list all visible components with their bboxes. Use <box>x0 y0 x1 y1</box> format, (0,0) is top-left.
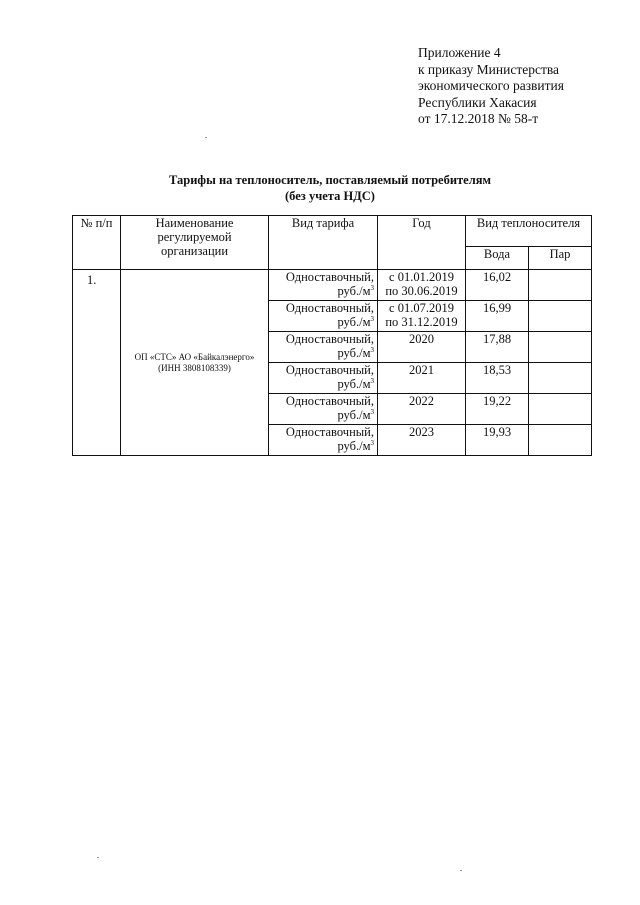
appendix-line: Приложение 4 <box>418 45 501 60</box>
appendix-block <box>418 45 564 128</box>
water-value: 16,02 <box>466 270 529 301</box>
tariff-unit-text: руб./м <box>337 315 371 329</box>
tariff-type-cell <box>269 425 378 456</box>
tariff-unit-exponent: 3 <box>370 407 374 416</box>
tariff-type-cell <box>269 270 378 301</box>
title-subline: (без учета НДС) <box>285 189 375 203</box>
water-value: 18,53 <box>466 363 529 394</box>
tariff-unit-text: руб./м <box>337 439 371 453</box>
period-cell <box>378 394 466 425</box>
steam-value <box>529 363 592 394</box>
water-value: 16,99 <box>466 301 529 332</box>
organization-name: ОП «СТС» АО «Байкалэнерго» <box>134 351 255 362</box>
period-line: по 31.12.2019 <box>385 315 458 329</box>
appendix-line: к приказу Министерства <box>418 61 560 77</box>
tariff-type-cell <box>269 363 378 394</box>
header-water: Вода <box>466 247 529 270</box>
period-line: 2021 <box>409 363 434 377</box>
header-year: Год <box>378 216 466 270</box>
table-body <box>73 270 592 456</box>
period-line: 2022 <box>409 394 434 408</box>
tariff-unit-exponent: 3 <box>370 376 374 385</box>
header-type: Вид тарифа <box>269 216 378 270</box>
scan-speck <box>460 870 462 871</box>
tariff-unit-text: руб./м <box>337 408 371 422</box>
header-carrier: Вид теплоносителя <box>466 216 592 247</box>
tariff-type-cell <box>269 301 378 332</box>
tariff-unit-exponent: 3 <box>370 438 374 447</box>
tariff-unit <box>272 315 374 329</box>
water-value: 19,93 <box>466 425 529 456</box>
period-cell <box>378 301 466 332</box>
tariff-unit <box>272 284 374 298</box>
steam-value <box>529 332 592 363</box>
tariff-unit-text: руб./м <box>337 346 371 360</box>
header-steam: Пар <box>529 247 592 270</box>
period-cell <box>378 425 466 456</box>
steam-value <box>529 425 592 456</box>
tariff-unit-exponent: 3 <box>370 283 374 292</box>
water-value: 19,22 <box>466 394 529 425</box>
steam-value <box>529 394 592 425</box>
period-cell <box>378 270 466 301</box>
appendix-line: от 17.12.2018 № 58-т <box>418 111 539 126</box>
tariff-type: Одноставочный, <box>285 270 374 284</box>
period-line: с 01.01.2019 <box>389 270 454 284</box>
period-cell <box>378 332 466 363</box>
tariff-unit-text: руб./м <box>337 377 371 391</box>
tariff-type-cell <box>269 394 378 425</box>
tariffs-table <box>72 215 592 456</box>
row-number: 1. <box>73 270 121 456</box>
header-org: Наименование регулируемой организации <box>121 216 269 270</box>
period-line: по 30.06.2019 <box>385 284 458 298</box>
tariff-type: Одноставочный, <box>285 394 374 408</box>
appendix-line: Республики Хакасия <box>418 94 537 110</box>
period-cell <box>378 363 466 394</box>
water-value: 17,88 <box>466 332 529 363</box>
appendix-line: экономического развития <box>418 78 564 93</box>
header-num: № п/п <box>73 216 121 270</box>
tariff-type: Одноставочный, <box>285 425 374 439</box>
steam-value <box>529 270 592 301</box>
tariff-unit <box>272 408 374 422</box>
document-title <box>60 172 600 204</box>
tariff-unit <box>272 439 374 453</box>
period-line: 2020 <box>409 332 434 346</box>
tariff-type: Одноставочный, <box>285 332 374 346</box>
scan-speck <box>97 857 99 858</box>
tariff-type: Одноставочный, <box>285 363 374 377</box>
period-line: 2023 <box>409 425 434 439</box>
organization-inn: (ИНН 3808108339) <box>158 362 231 373</box>
tariff-unit-exponent: 3 <box>370 314 374 323</box>
tariff-unit <box>272 346 374 360</box>
tariff-type-cell <box>269 332 378 363</box>
steam-value <box>529 301 592 332</box>
tariff-unit-exponent: 3 <box>370 345 374 354</box>
table-row <box>73 270 592 301</box>
tariff-unit <box>272 377 374 391</box>
organization-cell <box>121 270 269 456</box>
period-line: с 01.07.2019 <box>389 301 454 315</box>
tariff-unit-text: руб./м <box>337 284 371 298</box>
title-line: Тарифы на теплоноситель, поставляемый потребителям <box>168 173 492 187</box>
scan-speck <box>205 137 207 138</box>
tariff-type: Одноставочный, <box>285 301 374 315</box>
